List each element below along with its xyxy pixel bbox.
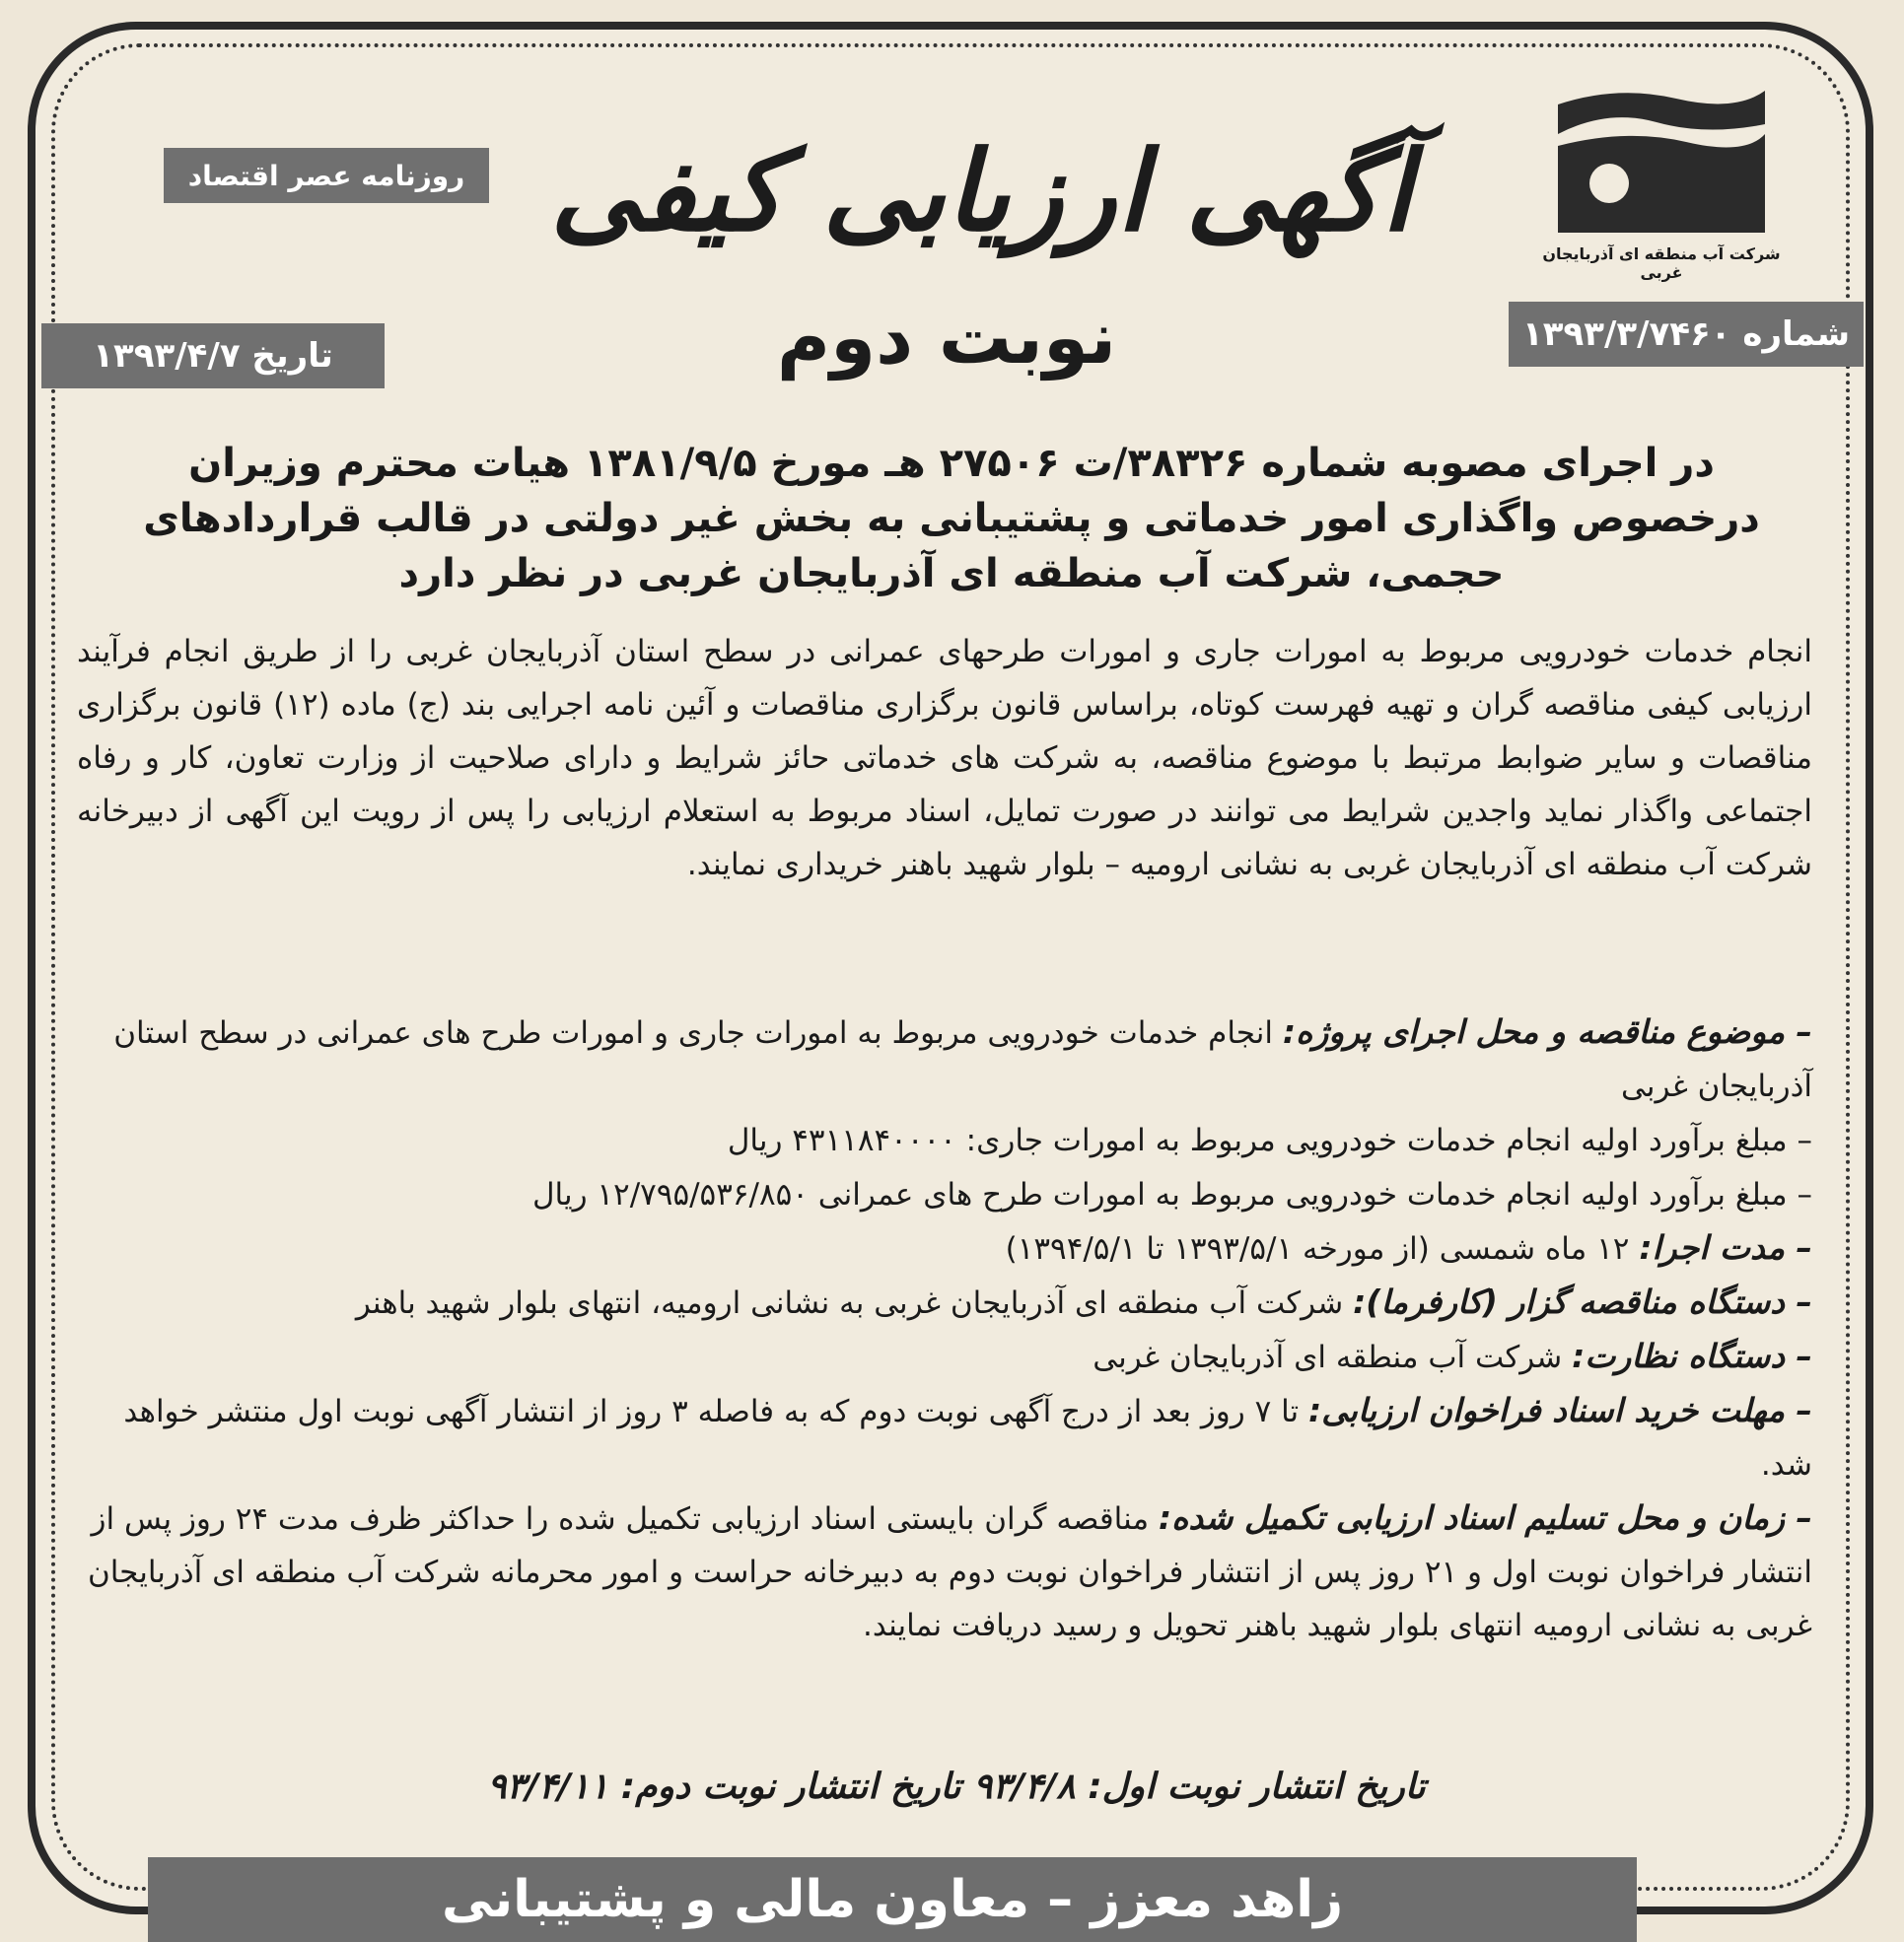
page-subtitle: نوبت دوم xyxy=(776,296,1117,381)
issue-date: تاریخ ۱۳۹۳/۴/۷ xyxy=(41,323,385,388)
reference-number: شماره ۱۳۹۳/۳/۷۴۶۰ xyxy=(1509,302,1864,367)
water-wave-logo-icon xyxy=(1558,85,1765,233)
body-paragraph: انجام خدمات خودرویی مربوط به امورات جاری و امورات طرحهای عمرانی در سطح استان آذربایجان غربی را از طریق انجام فرآیند ارزیابی کیفی مناقصه گران و تهیه فهرست کوتاه، براساس قانون برگزاری مناقصات و آئین نامه اجرایی بند (ج) ماده (۱۲) قانون برگزاری مناقصات و سایر ضوابط مرتبط با موضوع مناقصه، به شرکت های خدماتی حائز شرایط و دارای صلاحیت از وزارت تعاون، کار و رفاه اجتماعی واگذار نماید واجدین شرایط می توانند در صورت تمایل، اسناد مربوط به استعلام ارزیابی را پس از رویت این آگهی از دبیرخانه شرکت آب منطقه ای آذربایجان غربی به نشانی ارومیه – بلوار شهید باهنر خریداری نمایند. xyxy=(77,634,1812,882)
detail-item-employer xyxy=(77,1276,1812,1330)
newspaper-name: روزنامه عصر اقتصاد xyxy=(164,148,489,203)
logo-caption: شرکت آب منطقه ای آذربایجان غربی xyxy=(1542,244,1781,282)
detail-text: مناقصه گران بایستی اسناد ارزیابی تکمیل شده را حداکثر ظرف مدت ۲۴ روز پس از انتشار فراخوان نوبت اول و ۲۱ روز پس از انتشار فراخوان نوبت دوم به دبیرخانه حراست و امور محرمانه شرکت آب منطقه ای آذربایجان غربی به نشانی ارومیه انتهای بلوار شهید باهنر تحویل و رسید دریافت نمایند. xyxy=(87,1501,1812,1643)
detail-text: – مبلغ برآورد اولیه انجام خدمات خودرویی مربوط به امورات طرح های عمرانی ۱۲/۷۹۵/۵۳۶/۸۵۰ ریال xyxy=(531,1177,1812,1213)
detail-text: – مبلغ برآورد اولیه انجام خدمات خودرویی مربوط به امورات جاری: ۴۳۱۱۸۴۰۰۰۰ ریال xyxy=(727,1123,1812,1158)
detail-item-submission xyxy=(77,1491,1812,1652)
signatory-band: زاهد معزز – معاون مالی و پشتیبانی xyxy=(148,1857,1637,1942)
detail-label: – دستگاه مناقصه گزار (کارفرما): xyxy=(1353,1283,1812,1321)
company-logo xyxy=(1558,85,1765,233)
detail-label: – زمان و محل تسلیم اسناد ارزیابی تکمیل شده: xyxy=(1158,1498,1812,1537)
detail-text: شرکت آب منطقه ای آذربایجان غربی به نشانی ارومیه، انتهای بلوار شهید باهنر xyxy=(355,1285,1354,1321)
detail-text: انجام خدمات خودرویی مربوط به امورات جاری و امورات طرح های عمرانی در سطح استان آذربایجان غربی xyxy=(113,1015,1812,1104)
detail-label: – مدت اجرا: xyxy=(1639,1228,1812,1267)
detail-item-duration xyxy=(77,1221,1812,1276)
detail-label: – دستگاه نظارت: xyxy=(1572,1337,1812,1375)
detail-text: ۱۲ ماه شمسی (از مورخه ۱۳۹۳/۵/۱ تا ۱۳۹۴/۵/۱) xyxy=(1005,1231,1640,1267)
detail-text: شرکت آب منطقه ای آذربایجان غربی xyxy=(1093,1340,1573,1375)
detail-item-subject xyxy=(77,1006,1812,1113)
detail-label: – مهلت خرید اسناد فراخوان ارزیابی: xyxy=(1308,1391,1812,1429)
publication-dates: تاریخ انتشار نوبت اول: ۹۳/۴/۸ تاریخ انتشار نوبت دوم: ۹۳/۴/۱۱ xyxy=(487,1767,1426,1807)
page-title: آگهی ارزیابی کیفی xyxy=(550,128,1412,256)
details-list xyxy=(77,1006,1812,1652)
detail-item-estimate-development xyxy=(77,1167,1812,1221)
detail-item-purchase-deadline xyxy=(77,1384,1812,1491)
detail-text: تا ۷ روز بعد از درج آگهی نوبت دوم که به فاصله ۳ روز از انتشار آگهی نوبت اول منتشر خواهد شد. xyxy=(123,1394,1812,1483)
detail-item-estimate-current xyxy=(77,1113,1812,1167)
intro-paragraph: در اجرای مصوبه شماره ۳۸۳۲۶/ت ۲۷۵۰۶ هـ مورخ ۱۳۸۱/۹/۵ هیات محترم وزیران درخصوص واگذاری امور خدماتی و پشتیبانی به بخش غیر دولتی در قالب قراردادهای حجمی، شرکت آب منطقه ای آذربایجان غربی در نظر دارد xyxy=(143,441,1760,596)
detail-label: – موضوع مناقصه و محل اجرای پروژه: xyxy=(1282,1012,1812,1051)
detail-item-supervision xyxy=(77,1330,1812,1384)
